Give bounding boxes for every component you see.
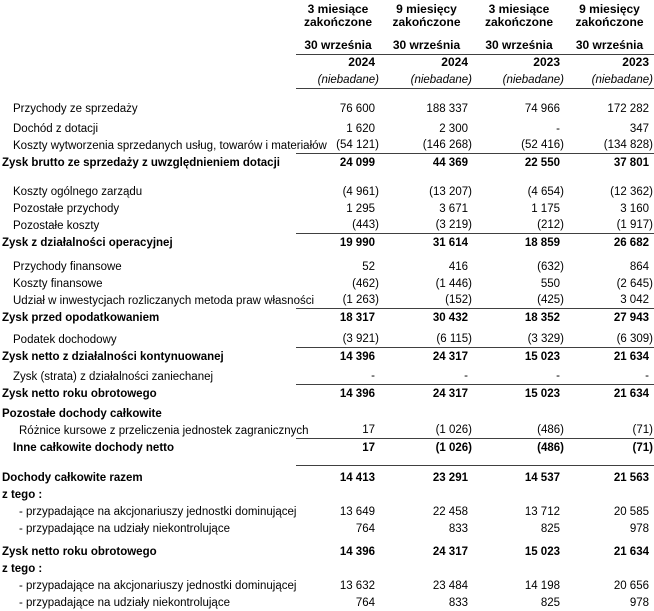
value-cell: 825 [540, 522, 560, 535]
value-cell: 1 620 [346, 122, 375, 135]
line-item-row [0, 117, 654, 137]
value-cell: 37 801 [613, 156, 649, 169]
value-cell: 31 614 [432, 236, 468, 249]
label-column-spacer [0, 71, 296, 89]
value-cell: (13 207) [429, 185, 472, 198]
value-cell: 22 458 [432, 505, 468, 518]
value-cell: (2 645) [616, 277, 653, 290]
value-cell: 20 585 [613, 505, 649, 518]
row-label: z tego : [2, 562, 43, 575]
value-cell: 14 396 [339, 350, 375, 363]
period-header-row [0, 0, 654, 33]
value-cell: 44 369 [432, 156, 468, 169]
value-cell: 416 [448, 260, 468, 273]
total-row [0, 543, 654, 560]
value-cell: 27 943 [613, 311, 649, 324]
date-header-row [0, 33, 654, 55]
row-label: Zysk (strata) z działalności zaniechanej [13, 370, 214, 383]
value-cell: (3 921) [296, 331, 380, 348]
audit-note-row [0, 71, 654, 89]
date-header: 30 września [565, 33, 654, 55]
value-cell: 13 712 [524, 505, 560, 518]
row-label: Przychody finansowe [13, 260, 122, 273]
value-cell: 52 [362, 260, 375, 273]
period-line1: 9 miesięcy [579, 2, 640, 16]
value-cell [473, 560, 565, 577]
row-label [0, 456, 296, 466]
value-cell: 14 198 [524, 579, 560, 592]
line-item-row [0, 137, 654, 154]
year-header: 2023 [622, 55, 649, 69]
value-cell: (486) [473, 422, 565, 439]
value-cell: 24 317 [432, 350, 468, 363]
value-cell: 3 160 [620, 202, 649, 215]
value-cell: (1 026) [380, 422, 473, 439]
value-cell [296, 402, 380, 422]
value-cell: 172 282 [607, 102, 649, 115]
row-label [0, 171, 296, 183]
row-label: Różnice kursowe z przeliczenia jednostek zagranicznych [19, 424, 309, 437]
row-label: Inne całkowite dochody netto [13, 441, 175, 454]
value-cell: 19 990 [339, 236, 375, 249]
value-cell [296, 456, 380, 466]
value-cell: (134 828) [565, 137, 654, 154]
row-label: Zysk przed opodatkowaniem [2, 311, 160, 324]
value-cell: 188 337 [426, 102, 468, 115]
row-label: Udział w inwestycjach rozliczanych metoda praw własności [13, 294, 315, 307]
value-cell: 18 859 [524, 236, 560, 249]
value-cell: 978 [629, 596, 649, 609]
period-line1: 3 miesiące [307, 2, 369, 16]
row-label: Zysk netto z działalności kontynuowanej [2, 350, 224, 363]
sub-item-row [0, 422, 654, 439]
value-cell: (54 121) [296, 137, 380, 154]
value-cell: 14 396 [339, 387, 375, 400]
label-column-spacer [0, 33, 296, 55]
value-cell: 23 291 [432, 471, 468, 484]
row-label: Pozostałe dochody całkowite [2, 407, 162, 420]
row-label: Pozostałe koszty [13, 219, 100, 232]
value-cell: 76 600 [339, 102, 375, 115]
total-row [0, 348, 654, 365]
value-cell [296, 560, 380, 577]
period-header [296, 0, 380, 33]
row-label: - przypadające na akcjonariuszy jednostki dominującej [19, 579, 297, 592]
value-cell: 24 317 [432, 387, 468, 400]
line-item-row [0, 258, 654, 275]
value-cell [380, 456, 473, 466]
value-cell: (146 268) [380, 137, 473, 154]
row-label [0, 251, 296, 258]
row-label: Dochody całkowite razem [2, 471, 143, 484]
period-header [380, 0, 473, 33]
total-row [0, 234, 654, 251]
value-cell: 14 413 [339, 471, 375, 484]
value-cell: 20 656 [613, 579, 649, 592]
value-cell: 764 [355, 522, 375, 535]
value-cell: 21 634 [613, 387, 649, 400]
value-cell: 13 632 [339, 579, 375, 592]
total-row [0, 469, 654, 486]
value-cell: (1 917) [565, 217, 654, 234]
year-header-row [0, 55, 654, 72]
value-cell: 74 966 [524, 102, 560, 115]
date-header: 30 września [380, 33, 473, 55]
value-cell: 24 317 [432, 545, 468, 558]
line-item-row [0, 97, 654, 117]
value-cell [473, 486, 565, 503]
value-cell [473, 456, 565, 466]
value-cell: 3 042 [565, 292, 654, 309]
sub-item-row [0, 503, 654, 520]
value-cell [380, 560, 473, 577]
value-cell: 15 023 [524, 545, 560, 558]
period-header [565, 0, 654, 33]
row-label: z tego : [2, 488, 43, 501]
value-cell: (1 026) [435, 441, 472, 454]
value-cell [565, 486, 654, 503]
value-cell: (462) [352, 277, 379, 290]
period-line1: 3 miesiące [488, 2, 550, 16]
value-cell [380, 402, 473, 422]
value-cell: - [296, 365, 380, 385]
value-cell: - [473, 365, 565, 385]
value-cell: 14 537 [524, 471, 560, 484]
value-cell: (632) [537, 260, 564, 273]
value-cell: 347 [629, 122, 649, 135]
value-cell [473, 251, 565, 258]
total-row [0, 309, 654, 326]
label-column-spacer [0, 0, 296, 33]
value-cell [565, 560, 654, 577]
value-cell [565, 456, 654, 466]
value-cell [296, 486, 380, 503]
sub-item-row [0, 520, 654, 537]
value-cell: (71) [632, 441, 653, 454]
value-cell: 1 295 [346, 202, 375, 215]
row-label: - przypadające na udziały niekontrolujące [19, 522, 230, 535]
date-header: 30 września [473, 33, 565, 55]
row-label: Przychody ze sprzedaży [13, 102, 138, 115]
period-header [473, 0, 565, 33]
value-cell: 30 432 [432, 311, 468, 324]
value-cell: (486) [537, 441, 564, 454]
row-label: Koszty finansowe [13, 277, 103, 290]
year-header: 2024 [348, 55, 375, 69]
value-cell: (6 309) [565, 331, 654, 348]
period-line2: zakończone [392, 15, 461, 29]
value-cell: 17 [362, 441, 375, 454]
value-cell: 21 563 [613, 471, 649, 484]
value-cell: 3 671 [439, 202, 468, 215]
line-item-row [0, 365, 654, 385]
line-item-row [0, 183, 654, 200]
value-cell: (1 446) [435, 277, 472, 290]
value-cell: 764 [355, 596, 375, 609]
value-cell: - [380, 365, 473, 385]
table-header [0, 0, 654, 89]
audit-note: (niebadane) [565, 71, 654, 89]
value-cell: (12 362) [610, 185, 653, 198]
sub-item-row [0, 577, 654, 594]
value-cell: 18 352 [524, 311, 560, 324]
period-line2: zakończone [575, 15, 644, 29]
value-cell: 15 023 [524, 350, 560, 363]
label-column-spacer [0, 55, 296, 72]
period-line2: zakończone [303, 15, 372, 29]
value-cell: 550 [540, 277, 560, 290]
value-cell [473, 402, 565, 422]
section-heading-row [0, 486, 654, 503]
total-row [0, 154, 654, 171]
value-cell: 21 634 [613, 350, 649, 363]
spacer-row [0, 456, 654, 466]
value-cell: - [565, 365, 654, 385]
row-label: Zysk brutto ze sprzedaży z uwzględnieniem dotacji [2, 156, 280, 169]
value-cell: 864 [629, 260, 649, 273]
row-label: Koszty wytworzenia sprzedanych usług, towarów i materiałów [13, 139, 327, 152]
value-cell: (4 961) [342, 185, 379, 198]
value-cell [380, 486, 473, 503]
value-cell: 24 099 [339, 156, 375, 169]
audit-note: (niebadane) [296, 71, 380, 89]
value-cell [565, 402, 654, 422]
value-cell: - [556, 122, 560, 135]
value-cell: 18 317 [339, 311, 375, 324]
value-cell: 833 [448, 522, 468, 535]
year-header: 2024 [441, 55, 468, 69]
line-item-row [0, 275, 654, 292]
value-cell: 22 550 [524, 156, 560, 169]
value-cell: 978 [629, 522, 649, 535]
value-cell: (52 416) [473, 137, 565, 154]
value-cell [380, 171, 473, 183]
value-cell: 23 484 [432, 579, 468, 592]
line-item-row [0, 217, 654, 234]
total-row [0, 385, 654, 402]
row-label: - przypadające na akcjonariuszy jednostki dominującej [19, 505, 297, 518]
table-body [0, 89, 654, 611]
value-cell: 15 023 [524, 387, 560, 400]
value-cell: 13 649 [339, 505, 375, 518]
value-cell: 825 [540, 596, 560, 609]
value-cell: (3 329) [473, 331, 565, 348]
value-cell [296, 251, 380, 258]
row-label: Zysk netto roku obrotowego [2, 387, 157, 400]
value-cell [380, 251, 473, 258]
row-label: Dochód z dotacji [13, 122, 99, 135]
value-cell: 17 [296, 422, 380, 439]
date-header: 30 września [296, 33, 380, 55]
period-line2: zakończone [484, 15, 553, 29]
sub-item-row [0, 594, 654, 611]
section-heading-row [0, 560, 654, 577]
spacer-row [0, 171, 654, 183]
value-cell: (443) [296, 217, 380, 234]
row-label: - przypadające na udziały niekontrolujące [19, 596, 230, 609]
period-line1: 9 miesięcy [396, 2, 457, 16]
value-cell: 21 634 [613, 545, 649, 558]
value-cell [565, 171, 654, 183]
row-label: Podatek dochodowy [13, 333, 117, 346]
line-item-row [0, 331, 654, 348]
row-label: Zysk netto roku obrotowego [2, 545, 157, 558]
line-item-row [0, 292, 654, 309]
year-header: 2023 [533, 55, 560, 69]
value-cell: (152) [380, 292, 473, 309]
value-cell: (6 115) [380, 331, 473, 348]
value-cell: (1 263) [296, 292, 380, 309]
subtotal-row [0, 439, 654, 456]
value-cell: 833 [448, 596, 468, 609]
value-cell: 26 682 [613, 236, 649, 249]
value-cell [473, 171, 565, 183]
row-label: Koszty ogólnego zarządu [13, 185, 143, 198]
section-heading-row [0, 402, 654, 422]
value-cell [565, 251, 654, 258]
value-cell [296, 171, 380, 183]
value-cell: (425) [473, 292, 565, 309]
value-cell: (212) [473, 217, 565, 234]
line-item-row [0, 200, 654, 217]
value-cell: (71) [565, 422, 654, 439]
value-cell: 1 175 [531, 202, 560, 215]
row-label: Zysk z działalności operacyjnej [2, 236, 173, 249]
row-label: Pozostałe przychody [13, 202, 120, 215]
value-cell: (3 219) [380, 217, 473, 234]
spacer-row [0, 251, 654, 258]
value-cell: (4 654) [527, 185, 564, 198]
value-cell: 14 396 [339, 545, 375, 558]
value-cell: 2 300 [439, 122, 468, 135]
audit-note: (niebadane) [380, 71, 473, 89]
audit-note: (niebadane) [473, 71, 565, 89]
